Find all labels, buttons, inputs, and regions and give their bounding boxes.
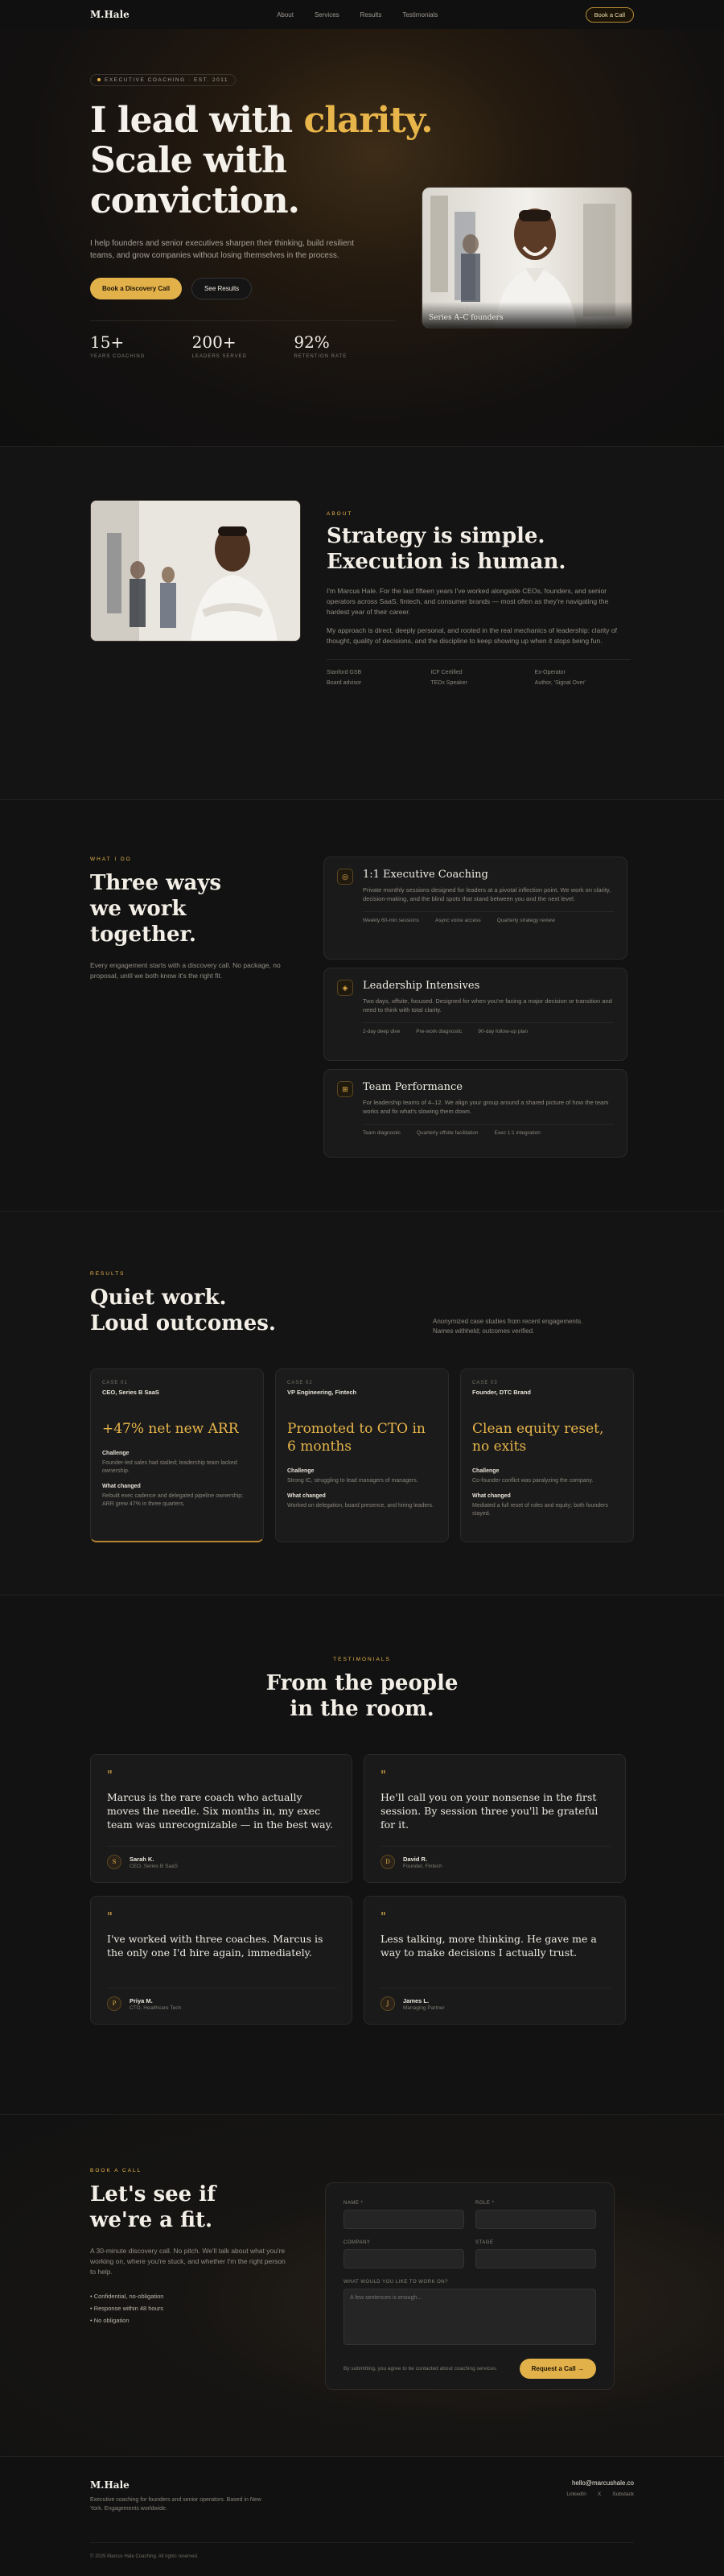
credential-item: TEDx Speaker [430, 680, 467, 686]
footer-email-link[interactable]: hello@marcushale.co [571, 2479, 634, 2487]
hero-subtitle: I help founders and senior executives sharpen their thinking, build resilient teams, and grow companies without losing themselves in the process. [90, 238, 354, 260]
quote-icon: " [107, 1909, 113, 1924]
results-heading [90, 1285, 276, 1336]
name-label: NAME * [343, 2201, 364, 2206]
author-name: David R. [403, 1855, 428, 1863]
testimonial-quote: Less talking, more thinking. He gave me a way to make decisions I actually trust. [381, 1933, 597, 1959]
services-heading-line1: Three ways [90, 871, 222, 895]
nav-book-call-button[interactable]: Book a Call [586, 7, 634, 23]
footer-description: Executive coaching for founders and senior operators. Based in New York. Engagements worldwide. [90, 2497, 261, 2512]
services-intro-text: Every engagement starts with a discovery call. No package, no proposal, until we both know it's the right fit. [90, 961, 281, 980]
role-label: ROLE * [475, 2201, 495, 2206]
role-field[interactable] [475, 2210, 596, 2229]
form-consent-note: By submitting, you agree to be contacted about coaching services. [343, 2366, 498, 2372]
author-role: Managing Partner [403, 2004, 445, 2011]
service-title: 1:1 Executive Coaching [363, 869, 488, 881]
portrait-caption-title: Series A–C founders [429, 314, 504, 322]
contact-section [0, 2115, 724, 2456]
about-paragraph-1: I'm Marcus Hale. For the last fifteen years I've worked alongside CEOs, founders, and senior operators across SaaS, fintech, and consumer brands — most often as they're navigating the hardest year of their career. [327, 587, 609, 616]
case-number: CASE 03 [472, 1381, 498, 1385]
avatar: J [381, 1996, 395, 2011]
request-call-button[interactable] [520, 2359, 596, 2379]
about-heading [327, 523, 631, 575]
stat-leaders [192, 332, 294, 359]
case-challenge-label: Challenge [472, 1468, 500, 1474]
avatar: S [107, 1855, 121, 1869]
hero-heading-accent: clarity. [303, 99, 433, 141]
nav-link-about[interactable]: About [277, 10, 294, 19]
stat-value: 15+ [90, 332, 125, 352]
about-photo-image [91, 501, 301, 642]
testimonial-card [364, 1754, 626, 1883]
author-info [403, 1856, 442, 1869]
about-label: ABOUT [327, 511, 353, 517]
case-challenge-label: Challenge [287, 1468, 315, 1474]
benefit-item: • No obligation [90, 2317, 130, 2324]
case-study-card[interactable] [460, 1368, 634, 1542]
role-field-group [475, 2201, 596, 2229]
stat-label: YEARS COACHING [90, 353, 146, 359]
stat-value: 200+ [191, 332, 237, 352]
about-section [0, 447, 724, 799]
stat-retention [294, 332, 396, 359]
logo[interactable]: M.Hale [90, 9, 130, 20]
testimonials-heading [90, 1670, 634, 1722]
quote-icon: " [381, 1768, 386, 1782]
case-challenge: Founder-led sales had stalled; leadership team lacked ownership. [102, 1460, 237, 1474]
testimonial-card [90, 1896, 352, 2025]
services-heading-line2: we work together. [90, 897, 196, 947]
credentials-list [327, 659, 631, 686]
service-tags [363, 1124, 614, 1136]
case-number: CASE 01 [102, 1381, 128, 1385]
case-outcome: +47% net new ARR [102, 1421, 239, 1437]
case-outcome: Clean equity reset, no exits [472, 1421, 604, 1455]
message-field[interactable] [343, 2289, 596, 2345]
benefit-item: • Response within 48 hours [90, 2305, 164, 2312]
service-description: Private monthly sessions designed for leaders at a pivotal inflection point. We work on clarity, decision-making, and the blind spots that stand between you and the next level. [363, 886, 611, 902]
author-info [130, 1997, 181, 2011]
case-changed: Mediated a full reset of roles and equity; both founders stayed. [472, 1503, 608, 1517]
services-section [0, 800, 724, 1211]
service-description: Two days, offsite, focused. Designed for when you're facing a major decision or transition and need to think with total clarity. [363, 997, 612, 1013]
top-nav [0, 0, 724, 29]
service-tag: 90-day follow-up plan [478, 1029, 529, 1034]
author-info [403, 1997, 445, 2011]
credential-item: Ex-Operator [534, 670, 566, 675]
form-row [343, 2240, 596, 2268]
credential-item: Board advisor [327, 680, 362, 686]
case-changed: Worked on delegation, board presence, and hiring leaders. [287, 1503, 434, 1509]
case-study-card[interactable] [90, 1368, 264, 1542]
testimonial-author [107, 1846, 337, 1869]
results-intro: Anonymized case studies from recent engagements. Names withheld; outcomes verified. [433, 1318, 583, 1335]
testimonial-card [364, 1896, 626, 2025]
case-changed-label: What changed [102, 1484, 141, 1489]
hero-heading-line1: I lead with [90, 99, 304, 141]
quote-icon: " [381, 1909, 386, 1924]
nav-link-results[interactable]: Results [360, 10, 382, 19]
testimonials-grid [90, 1754, 634, 2025]
case-client: VP Engineering, Fintech [287, 1389, 357, 1396]
avatar: D [381, 1855, 395, 1869]
contact-label: BOOK A CALL [90, 2168, 142, 2174]
hero-portrait-card [422, 187, 632, 328]
avatar: P [107, 1996, 121, 2011]
hero-heading-line2: Scale with [90, 139, 287, 181]
service-title: Leadership Intensives [363, 980, 480, 992]
testimonial-quote: I've worked with three coaches. Marcus is the only one I'd hire again, immediately. [107, 1933, 323, 1959]
stage-field[interactable] [475, 2249, 596, 2268]
testimonials-label: TESTIMONIALS [333, 1657, 391, 1662]
name-field-group [343, 2201, 464, 2229]
company-field[interactable] [343, 2249, 464, 2268]
service-tag: Quarterly offsite facilitation [416, 1130, 479, 1136]
footer-top [90, 2479, 634, 2513]
stat-label: RETENTION RATE [294, 353, 348, 359]
stage-field-group [475, 2240, 596, 2268]
about-paragraph-2: My approach is direct, deeply personal, and rooted in the real mechanics of leadership: clarity of thought, quality of decisions, and the discipline to keep showing up when it stops being fun. [327, 626, 617, 645]
testimonials-section [0, 1596, 724, 2114]
team-grid-icon: ⊞ [337, 1081, 353, 1097]
about-photo [90, 500, 301, 642]
substack-link[interactable]: Substack [612, 2491, 634, 2497]
about-heading-line1: Strategy is simple. [327, 524, 545, 548]
credential-item: ICF Certified [430, 670, 463, 675]
case-changed-label: What changed [472, 1493, 511, 1499]
quote-icon: " [107, 1768, 113, 1782]
contact-heading [90, 2182, 291, 2233]
author-name: Priya M. [130, 1996, 153, 2004]
footer-logo[interactable]: M.Hale [90, 2479, 130, 2491]
service-card-intensives[interactable] [323, 968, 627, 1061]
footer-brand [90, 2479, 267, 2513]
about-heading-line2: Execution is human. [327, 550, 566, 574]
service-card-body [363, 980, 614, 1051]
case-number: CASE 02 [287, 1381, 313, 1385]
testimonial-card [90, 1754, 352, 1883]
author-role: Founder, Fintech [403, 1863, 442, 1869]
results-heading-line1: Quiet work. [90, 1286, 227, 1310]
social-links [566, 2491, 634, 2497]
contact-heading-line1: Let's see if [90, 2182, 216, 2207]
about-text [327, 500, 631, 799]
benefit-item: • Confidential, no-obligation [90, 2293, 164, 2300]
testimonials-heading-line2: in the room. [290, 1697, 434, 1721]
results-label: RESULTS [90, 1271, 125, 1277]
case-client: CEO, Series B SaaS [102, 1389, 159, 1396]
service-tag: Async voice access [434, 918, 481, 923]
case-changed: Rebuilt exec cadence and delegated pipeline ownership; ARR grew 47% in three quarters. [102, 1493, 244, 1507]
footer [0, 2456, 724, 2576]
service-tag: Quarterly strategy review [496, 918, 555, 923]
author-info [130, 1856, 178, 1869]
stat-value: 92% [294, 332, 330, 352]
portrait-caption [422, 302, 631, 328]
services-label: WHAT I DO [90, 857, 132, 862]
hero-eyebrow-text: EXECUTIVE COACHING · EST. 2011 [105, 76, 228, 83]
footer-contact [566, 2479, 634, 2513]
request-call-label: Request a Call [531, 2365, 576, 2372]
results-section [0, 1212, 724, 1595]
form-footer [343, 2359, 596, 2379]
arrow-right-icon: → [578, 2365, 584, 2372]
contact-intro [90, 2168, 291, 2456]
company-field-group [343, 2240, 464, 2268]
stat-label: LEADERS SERVED [191, 353, 247, 359]
hero-stats [90, 320, 396, 359]
nav-link-testimonials[interactable]: Testimonials [402, 10, 438, 19]
case-client: Founder, DTC Brand [472, 1389, 531, 1396]
gold-dot-icon [97, 78, 101, 81]
service-tag: Team diagnostic [363, 1130, 401, 1136]
service-tag: 2-day deep dive [363, 1029, 401, 1034]
contact-intro-text: A 30-minute discovery call. No pitch. We'll talk about what you're working on, where you're stuck, and whether I'm the right person to help. [90, 2247, 286, 2276]
service-tag: Weekly 60-min sessions [363, 918, 419, 923]
author-name: Sarah K. [130, 1855, 154, 1863]
contact-benefits [90, 2290, 291, 2326]
contact-heading-line2: we're a fit. [90, 2208, 213, 2232]
linkedin-link[interactable]: LinkedIn [566, 2491, 586, 2497]
company-label: COMPANY [343, 2240, 371, 2245]
results-heading-line2: Loud outcomes. [90, 1311, 276, 1335]
testimonials-heading-line1: From the people [265, 1671, 459, 1695]
nav-links [277, 11, 438, 19]
testimonial-author [107, 1988, 337, 2011]
credential-item: Stanford GSB [327, 670, 362, 675]
stat-years [90, 332, 192, 359]
testimonial-quote: He'll call you on your nonsense in the first session. By session three you'll be grateful for it. [381, 1791, 599, 1831]
results-heading-group [90, 1271, 276, 1336]
services-heading [90, 870, 291, 947]
target-icon: ◎ [337, 869, 353, 885]
x-link[interactable]: X [597, 2491, 602, 2497]
testimonial-author [381, 1988, 611, 2011]
service-tags [363, 911, 614, 923]
service-card-body [363, 1081, 614, 1147]
service-card-body [363, 869, 614, 949]
hero-heading-line3: conviction. [90, 180, 299, 221]
service-description: For leadership teams of 4–12. We align your group around a shared picture of how the team works and fix what's slowing them down. [363, 1099, 609, 1115]
case-challenge: Co-founder conflict was paralyzing the company. [472, 1478, 594, 1484]
testimonial-author [381, 1846, 611, 1869]
author-role: CEO, Series B SaaS [130, 1863, 178, 1869]
portrait-caption-name: MARCUS HALE [429, 308, 470, 312]
services-intro [90, 857, 291, 1211]
author-name: James L. [403, 1996, 430, 2004]
case-challenge: Strong IC, struggling to lead managers of managers. [287, 1478, 418, 1484]
service-tag: Pre-work diagnostic [416, 1029, 463, 1034]
service-card-team[interactable] [323, 1069, 627, 1158]
service-tag: Exec 1:1 integration [494, 1130, 541, 1136]
service-tags [363, 1022, 614, 1034]
form-row [343, 2201, 596, 2229]
case-study-list [90, 1368, 634, 1542]
nav-link-services[interactable]: Services [314, 10, 339, 19]
author-role: CTO, Healthcare Tech [130, 2004, 182, 2011]
see-results-button[interactable]: See Results [191, 278, 252, 299]
hero-section [0, 29, 724, 446]
diamond-icon: ◈ [337, 980, 353, 996]
testimonial-quote: Marcus is the rare coach who actually moves the needle. Six months in, my exec team was unrecognizable — in the best way. [107, 1791, 333, 1831]
message-label: WHAT WOULD YOU LIKE TO WORK ON? [343, 2280, 448, 2285]
copyright: © 2025 Marcus Hale Coaching. All rights reserved. [90, 2542, 634, 2559]
case-study-card[interactable] [275, 1368, 449, 1542]
service-card-coaching[interactable] [323, 857, 627, 960]
stage-label: STAGE [475, 2240, 494, 2245]
name-field[interactable] [343, 2210, 464, 2229]
credential-item: Author, 'Signal Over' [534, 680, 586, 686]
case-outcome: Promoted to CTO in 6 months [287, 1421, 426, 1455]
case-challenge-label: Challenge [102, 1451, 130, 1456]
contact-form [325, 2182, 615, 2390]
discovery-call-button[interactable]: Book a Discovery Call [90, 278, 182, 299]
results-header [90, 1271, 634, 1336]
service-title: Team Performance [363, 1081, 463, 1093]
hero-eyebrow [90, 74, 236, 86]
case-changed-label: What changed [287, 1493, 326, 1499]
services-list [323, 857, 627, 1211]
